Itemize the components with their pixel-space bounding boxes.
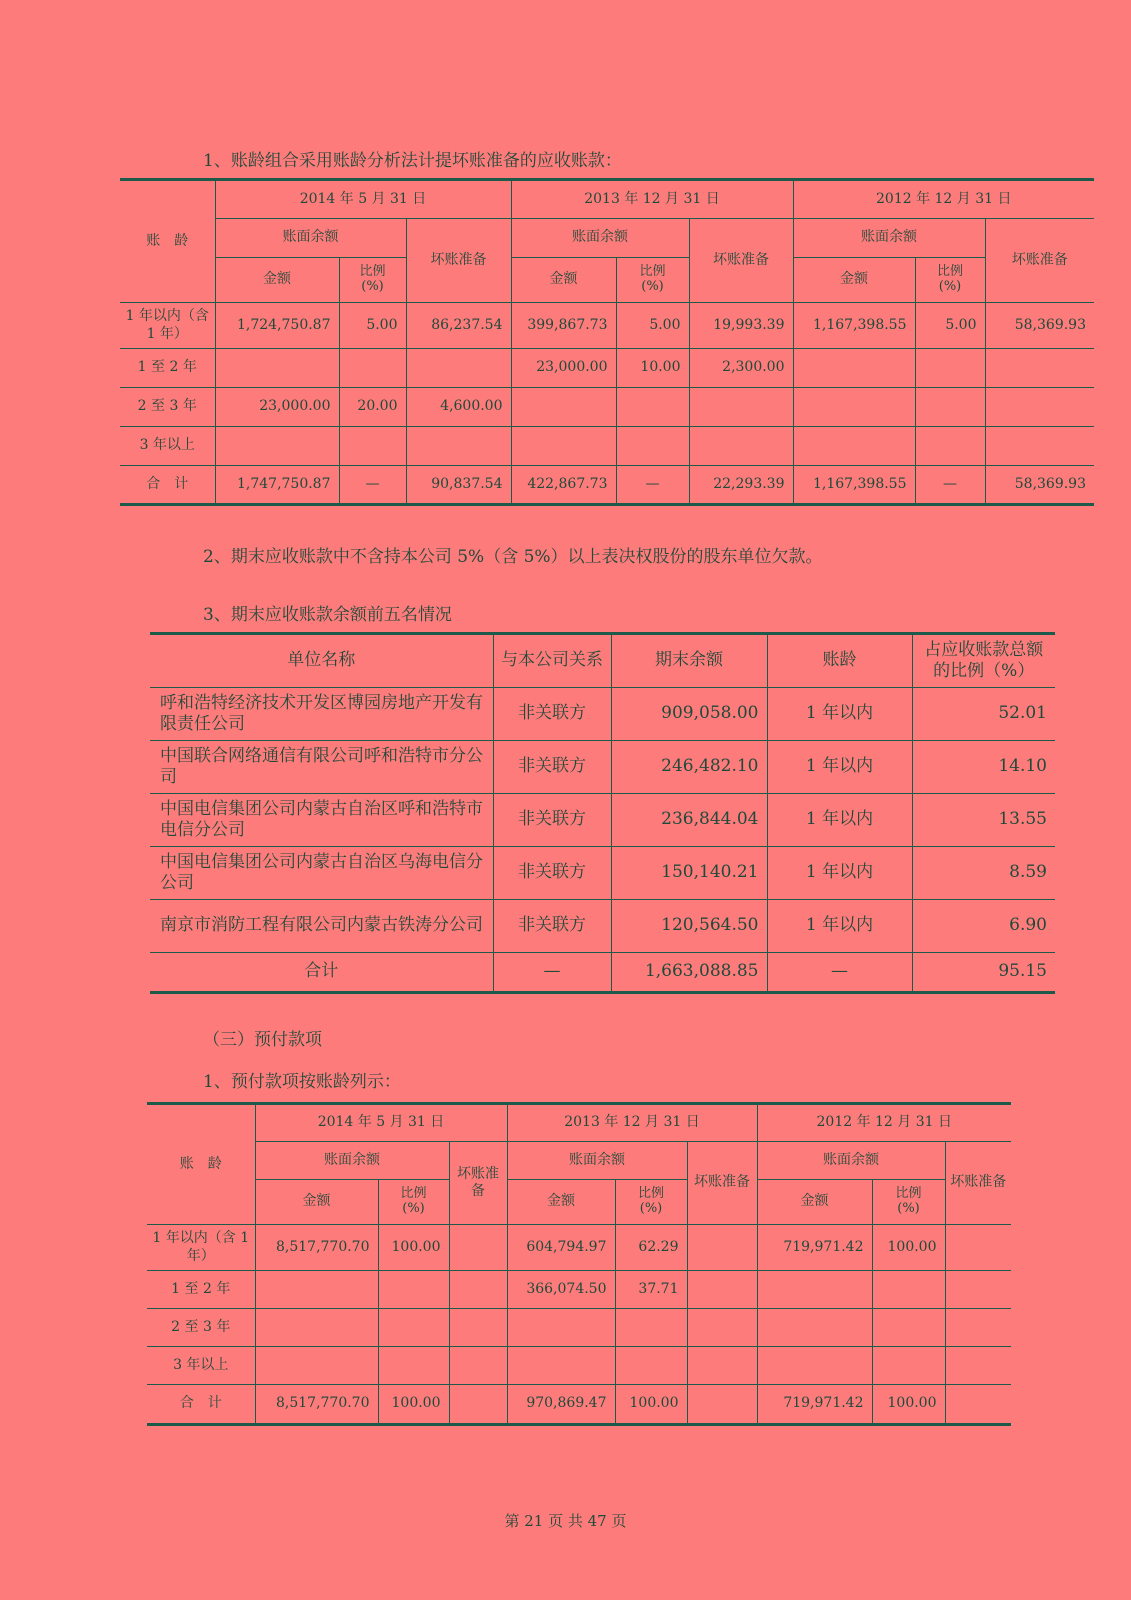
amount-header: 金额: [757, 1180, 872, 1225]
table-cell: [378, 1347, 449, 1385]
relation: 非关联方: [493, 847, 611, 900]
table-cell: [255, 1347, 378, 1385]
age: —: [767, 953, 912, 993]
table-cell: 100.00: [872, 1385, 945, 1425]
table-cell: [616, 427, 689, 466]
table-row: [147, 1309, 1011, 1347]
table-cell: [757, 1309, 872, 1347]
balance: 246,482.10: [611, 741, 767, 794]
bad-debt-header: 坏账准备: [406, 219, 511, 303]
table-cell: [757, 1271, 872, 1309]
table-cell: 23,000.00: [511, 349, 616, 388]
company-name: 中国联合网络通信有限公司呼和浩特市分公司: [150, 741, 493, 794]
table-cell: [872, 1271, 945, 1309]
period-header: 2014 年 5 月 31 日: [215, 180, 511, 219]
table-cell: [378, 1309, 449, 1347]
company-name: 中国电信集团公司内蒙古自治区乌海电信分公司: [150, 847, 493, 900]
bad-debt-header: 坏账准备: [449, 1142, 507, 1225]
table-cell: —: [915, 466, 985, 505]
table-cell: 5.00: [915, 303, 985, 349]
ratio: 8.59: [912, 847, 1055, 900]
balance: 150,140.21: [611, 847, 767, 900]
table-cell: [757, 1347, 872, 1385]
table-row: [147, 1347, 1011, 1385]
table-cell: 1,167,398.55: [793, 466, 915, 505]
table-cell: 19,993.39: [689, 303, 793, 349]
table-total-row: [120, 466, 1094, 505]
balance: 909,058.00: [611, 688, 767, 741]
section-4-intro: 1、预付款项按账龄列示：: [203, 1072, 401, 1092]
row-label: 合 计: [147, 1385, 255, 1425]
table-cell: 422,867.73: [511, 466, 616, 505]
table-cell: [339, 349, 406, 388]
table-cell: [985, 349, 1094, 388]
column-header: 期末余额: [611, 634, 767, 688]
age: 1 年以内: [767, 688, 912, 741]
table-cell: [687, 1225, 757, 1271]
table-cell: [449, 1347, 507, 1385]
table-cell: 10.00: [616, 349, 689, 388]
table-cell: —: [616, 466, 689, 505]
table-cell: [687, 1271, 757, 1309]
column-header: 单位名称: [150, 634, 493, 688]
table-row: [120, 303, 1094, 349]
table-cell: [945, 1271, 1011, 1309]
table-cell: 1,724,750.87: [215, 303, 339, 349]
period-header: 2012 年 12 月 31 日: [793, 180, 1094, 219]
page-footer: 第 21 页 共 47 页: [504, 1512, 627, 1530]
table-cell: [945, 1385, 1011, 1425]
table-total-row: [147, 1385, 1011, 1425]
table-cell: 2,300.00: [689, 349, 793, 388]
row-label: 2 至 3 年: [147, 1309, 255, 1347]
bad-debt-header: 坏账准备: [945, 1142, 1011, 1225]
book-balance-header: 账面余额: [511, 219, 689, 258]
amount-header: 金额: [511, 258, 616, 303]
table-cell: [793, 388, 915, 427]
table-cell: 100.00: [378, 1225, 449, 1271]
ratio-header: 比例 (%): [339, 258, 406, 303]
table-cell: [511, 388, 616, 427]
table-cell: 719,971.42: [757, 1225, 872, 1271]
table-cell: 100.00: [872, 1225, 945, 1271]
table-cell: [616, 388, 689, 427]
ratio: 6.90: [912, 900, 1055, 953]
ratio: 13.55: [912, 794, 1055, 847]
bad-debt-header: 坏账准备: [985, 219, 1094, 303]
row-label: 2 至 3 年: [120, 388, 215, 427]
table-cell: [985, 427, 1094, 466]
table-cell: [872, 1347, 945, 1385]
book-balance-header: 账面余额: [507, 1142, 687, 1180]
table-cell: [689, 388, 793, 427]
table-cell: [915, 427, 985, 466]
table-cell: [872, 1309, 945, 1347]
table-cell: 86,237.54: [406, 303, 511, 349]
table-cell: [449, 1225, 507, 1271]
balance: 1,663,088.85: [611, 953, 767, 993]
book-balance-header: 账面余额: [793, 219, 985, 258]
table-cell: [507, 1347, 615, 1385]
column-header: 与本公司关系: [493, 634, 611, 688]
table-cell: [687, 1347, 757, 1385]
age-header: 账 龄: [147, 1104, 255, 1225]
table-cell: [945, 1347, 1011, 1385]
amount-header: 金额: [793, 258, 915, 303]
table-cell: [945, 1225, 1011, 1271]
top-five-receivables-table: [150, 632, 1055, 994]
book-balance-header: 账面余额: [215, 219, 406, 258]
period-header: 2013 年 12 月 31 日: [507, 1104, 757, 1142]
section-1-intro: 1、账龄组合采用账龄分析法计提坏账准备的应收账款：: [203, 151, 622, 171]
row-label: 1 年以内（含 1 年）: [147, 1225, 255, 1271]
table-cell: 8,517,770.70: [255, 1225, 378, 1271]
table-cell: [449, 1271, 507, 1309]
relation: 非关联方: [493, 688, 611, 741]
table-cell: [378, 1271, 449, 1309]
age-header: 账 龄: [120, 180, 215, 303]
ratio-header: 比例 (%): [616, 258, 689, 303]
table-cell: 1,747,750.87: [215, 466, 339, 505]
age: 1 年以内: [767, 741, 912, 794]
table-row: [147, 1271, 1011, 1309]
row-label: 1 至 2 年: [120, 349, 215, 388]
relation: —: [493, 953, 611, 993]
table-cell: 37.71: [615, 1271, 687, 1309]
table-cell: [915, 388, 985, 427]
table-cell: [915, 349, 985, 388]
ratio: 95.15: [912, 953, 1055, 993]
section-4-heading: （三）预付款项: [203, 1030, 322, 1050]
table-cell: 1,167,398.55: [793, 303, 915, 349]
table-row: [150, 741, 1055, 794]
age: 1 年以内: [767, 794, 912, 847]
table-cell: [945, 1309, 1011, 1347]
table-cell: [449, 1309, 507, 1347]
balance: 120,564.50: [611, 900, 767, 953]
table-cell: [339, 427, 406, 466]
balance: 236,844.04: [611, 794, 767, 847]
row-label: 3 年以上: [147, 1347, 255, 1385]
section-2-text: 2、期末应收账款中不含持本公司 5%（含 5%）以上表决权股份的股东单位欠款。: [203, 547, 823, 567]
ratio-header: 比例 (%): [915, 258, 985, 303]
bad-debt-header: 坏账准备: [689, 219, 793, 303]
ratio-header: 比例 (%): [615, 1180, 687, 1225]
table-row: [150, 688, 1055, 741]
bad-debt-header: 坏账准备: [687, 1142, 757, 1225]
table-row: [150, 794, 1055, 847]
table-cell: 5.00: [616, 303, 689, 349]
column-header: 占应收账款总额的比例（%）: [912, 634, 1055, 688]
total-label: 合计: [150, 953, 493, 993]
table-cell: [689, 427, 793, 466]
amount-header: 金额: [215, 258, 339, 303]
book-balance-header: 账面余额: [255, 1142, 449, 1180]
table-cell: 58,369.93: [985, 303, 1094, 349]
period-header: 2013 年 12 月 31 日: [511, 180, 793, 219]
relation: 非关联方: [493, 900, 611, 953]
row-label: 3 年以上: [120, 427, 215, 466]
table-cell: —: [339, 466, 406, 505]
company-name: 南京市消防工程有限公司内蒙古铁涛分公司: [150, 900, 493, 953]
row-label: 1 至 2 年: [147, 1271, 255, 1309]
column-header: 账龄: [767, 634, 912, 688]
age: 1 年以内: [767, 847, 912, 900]
period-header: 2014 年 5 月 31 日: [255, 1104, 507, 1142]
table-cell: [793, 427, 915, 466]
table-cell: [215, 427, 339, 466]
period-header: 2012 年 12 月 31 日: [757, 1104, 1011, 1142]
table-cell: [615, 1309, 687, 1347]
prepayments-aging-table: [147, 1102, 1011, 1426]
table-cell: [255, 1309, 378, 1347]
table-total-row: [150, 953, 1055, 993]
table-cell: [985, 388, 1094, 427]
table-cell: [215, 349, 339, 388]
row-label: 1 年以内（含 1 年）: [120, 303, 215, 349]
table-cell: [687, 1309, 757, 1347]
table-cell: [449, 1385, 507, 1425]
table-cell: [406, 349, 511, 388]
table-row: [120, 388, 1094, 427]
table-cell: 62.29: [615, 1225, 687, 1271]
table-row: [150, 847, 1055, 900]
row-label: 合 计: [120, 466, 215, 505]
ratio: 52.01: [912, 688, 1055, 741]
table-cell: 970,869.47: [507, 1385, 615, 1425]
table-cell: 100.00: [378, 1385, 449, 1425]
table-cell: 20.00: [339, 388, 406, 427]
amount-header: 金额: [507, 1180, 615, 1225]
table-cell: 23,000.00: [215, 388, 339, 427]
ratio-header: 比例 (%): [872, 1180, 945, 1225]
table-cell: [511, 427, 616, 466]
table-row: [120, 427, 1094, 466]
table-cell: [793, 349, 915, 388]
table-cell: 5.00: [339, 303, 406, 349]
table-cell: 719,971.42: [757, 1385, 872, 1425]
table-cell: [406, 427, 511, 466]
ratio: 14.10: [912, 741, 1055, 794]
table-cell: 399,867.73: [511, 303, 616, 349]
relation: 非关联方: [493, 794, 611, 847]
receivables-aging-table: [120, 178, 1094, 506]
amount-header: 金额: [255, 1180, 378, 1225]
relation: 非关联方: [493, 741, 611, 794]
table-cell: 604,794.97: [507, 1225, 615, 1271]
table-cell: 58,369.93: [985, 466, 1094, 505]
book-balance-header: 账面余额: [757, 1142, 945, 1180]
table-cell: 90,837.54: [406, 466, 511, 505]
table-cell: 100.00: [615, 1385, 687, 1425]
company-name: 呼和浩特经济技术开发区博园房地产开发有限责任公司: [150, 688, 493, 741]
table-cell: [687, 1385, 757, 1425]
table-row: [147, 1225, 1011, 1271]
age: 1 年以内: [767, 900, 912, 953]
table-cell: [615, 1347, 687, 1385]
table-row: [120, 349, 1094, 388]
table-cell: 22,293.39: [689, 466, 793, 505]
table-cell: [255, 1271, 378, 1309]
table-row: [150, 900, 1055, 953]
ratio-header: 比例 (%): [378, 1180, 449, 1225]
table-cell: 8,517,770.70: [255, 1385, 378, 1425]
table-cell: 366,074.50: [507, 1271, 615, 1309]
company-name: 中国电信集团公司内蒙古自治区呼和浩特市电信分公司: [150, 794, 493, 847]
section-3-title: 3、期末应收账款余额前五名情况: [203, 605, 452, 625]
table-cell: 4,600.00: [406, 388, 511, 427]
table-cell: [507, 1309, 615, 1347]
